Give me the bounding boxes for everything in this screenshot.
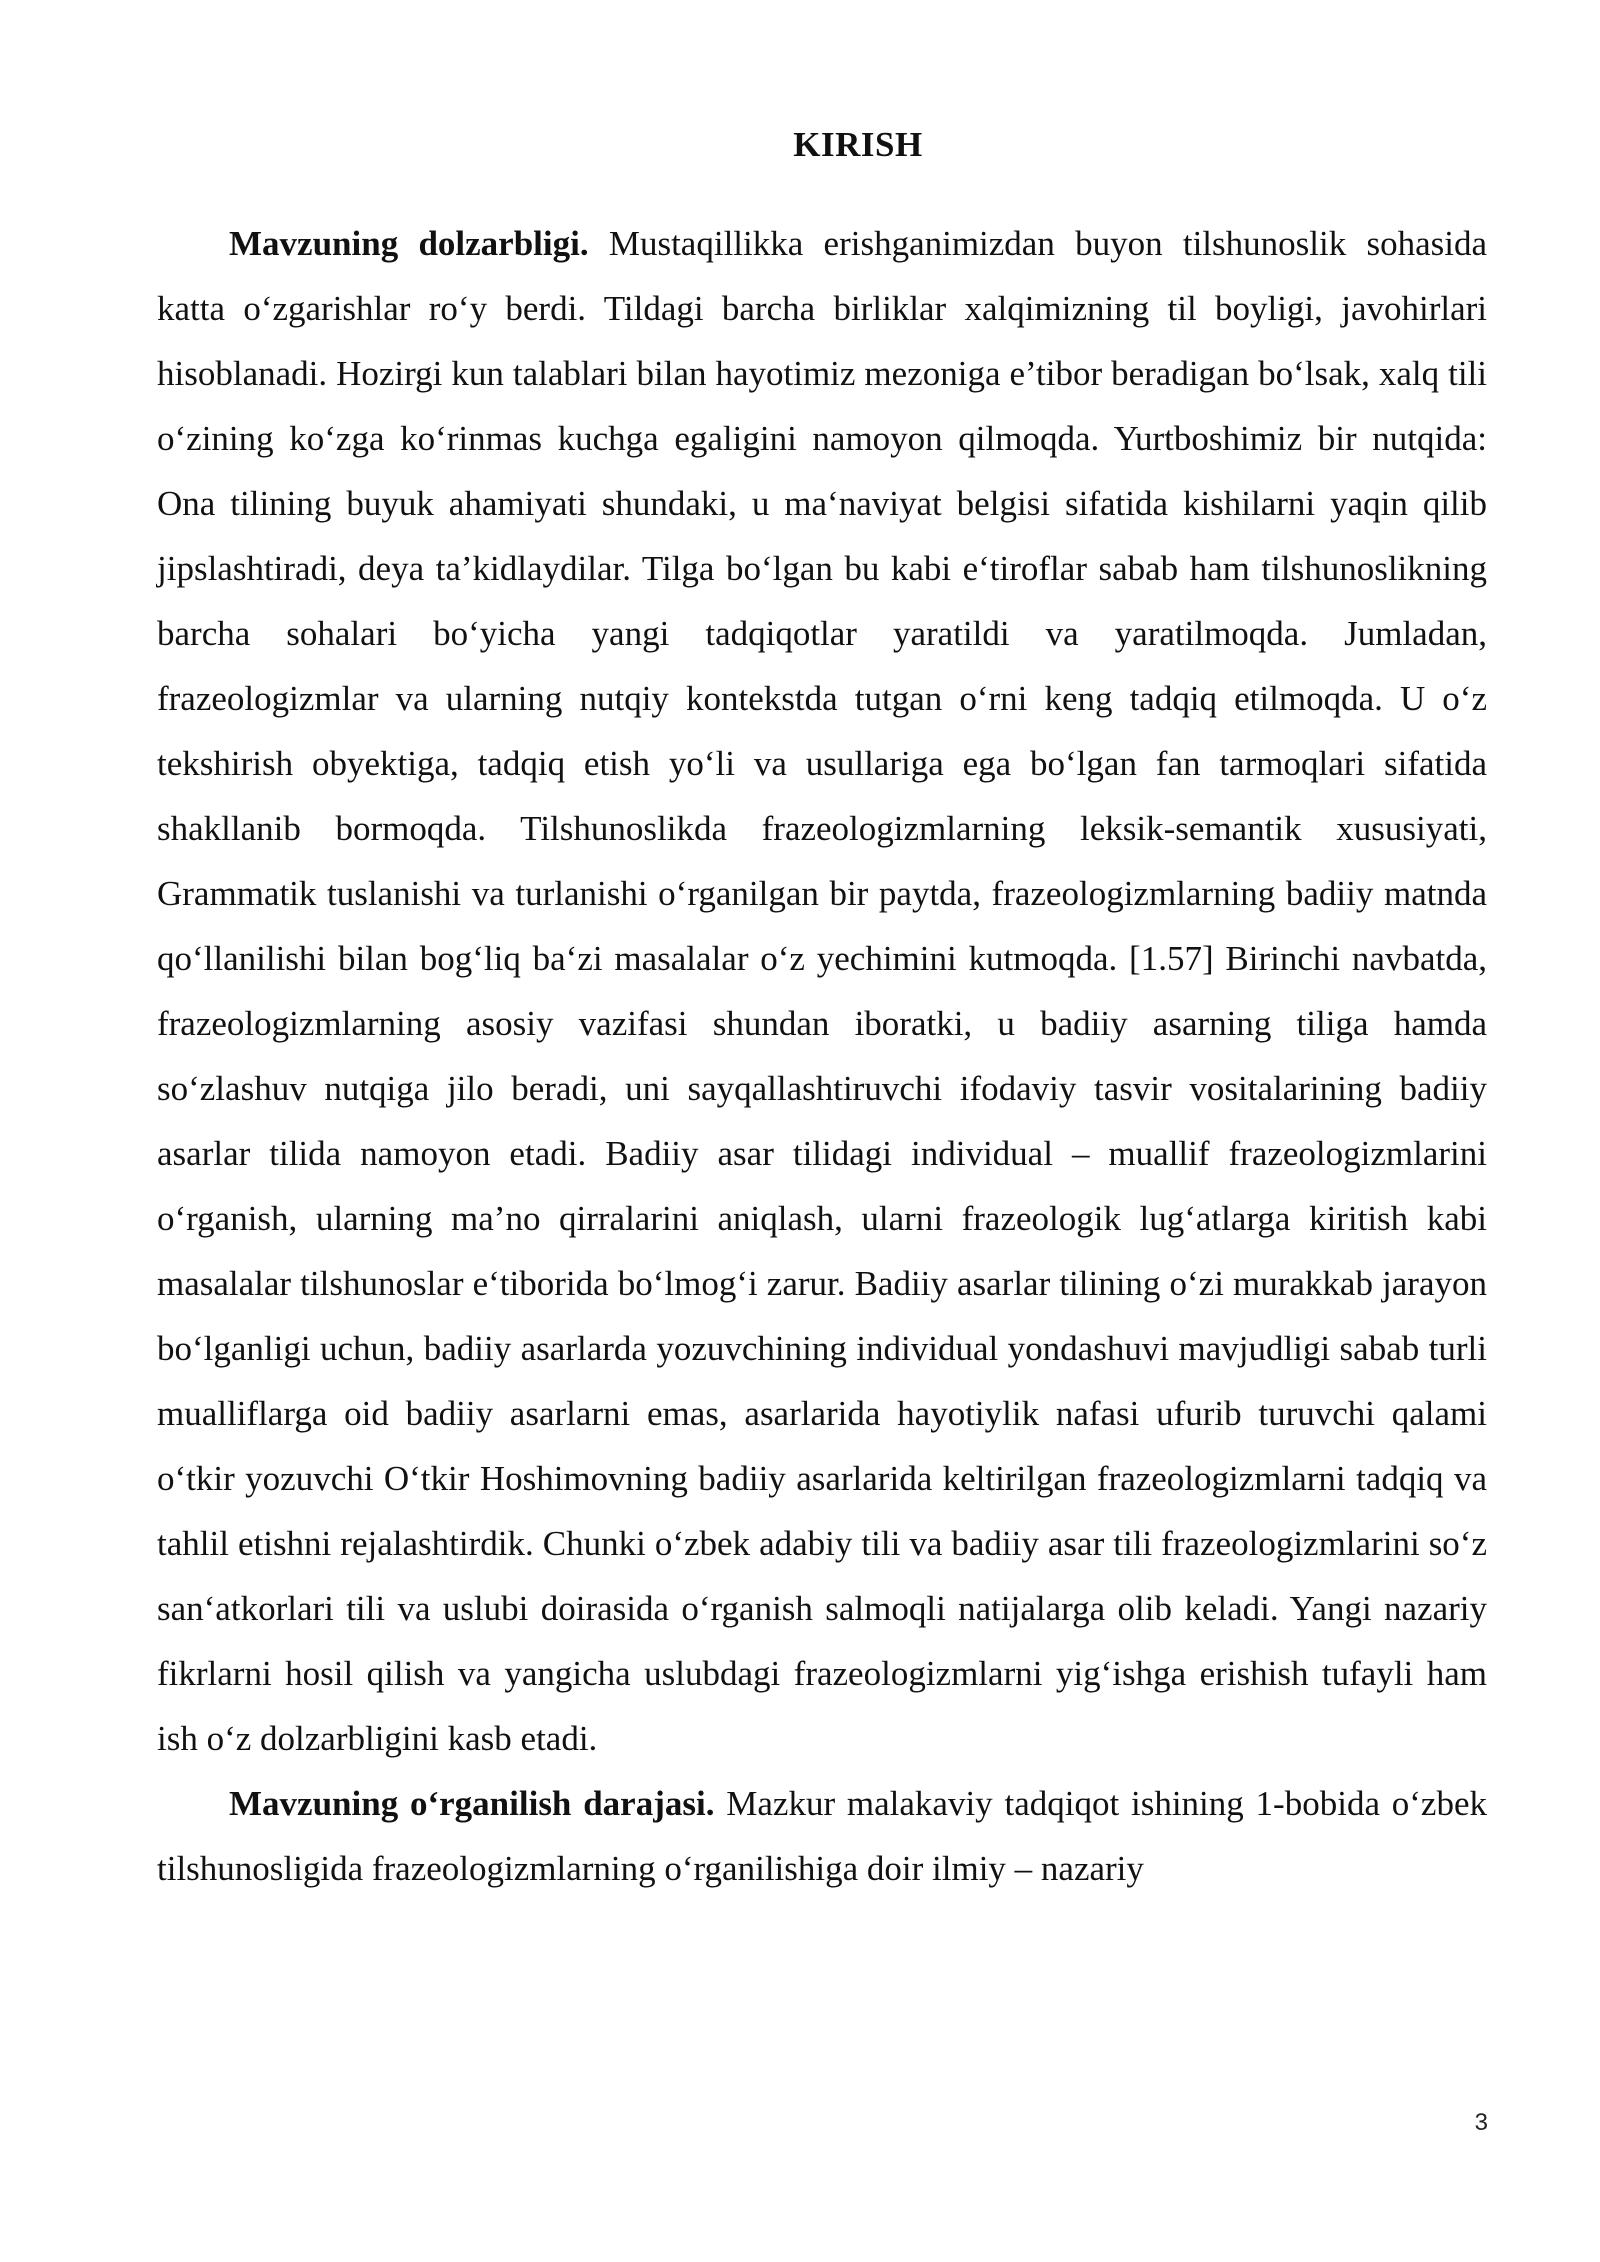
paragraph-lead-relevance: Mavzuning dolzarbligi.	[229, 224, 589, 263]
paragraph-text-study-level: Mazkur malakaviy tadqiqot ishining 1-bobida o‘zbek tilshunosligida frazeologizmlarning o‘rganilishiga doir ilmiy – nazariy	[157, 1784, 1487, 1888]
paragraph-relevance	[157, 211, 1487, 1771]
paragraph-study-level	[157, 1771, 1487, 1901]
paragraph-lead-study-level: Mavzuning o‘rganilish darajasi.	[229, 1784, 715, 1823]
paragraph-text-relevance: Mustaqillikka erishganimizdan buyon tilshunoslik sohasida katta o‘zgarishlar ro‘y berdi. Tildagi barcha birliklar xalqimizning til boyligi, javohirlari hisoblanadi. Hozirgi kun talablari bilan hayotimiz mezoniga e’tibor beradigan bo‘lsak, xalq tili o‘zining ko‘zga ko‘rinmas kuchga egaligini namoyon qilmoqda. Yurtboshimiz bir nutqida: Ona tilining buyuk ahamiyati shundaki, u ma‘naviyat belgisi sifatida kishilarni yaqin qilib jipslashtiradi, deya ta’kidlaydilar. Tilga bo‘lgan bu kabi e‘tiroflar sabab ham tilshunoslikning barcha sohalari bo‘yicha yangi tadqiqotlar yaratildi va yaratilmoqda. Jumladan, frazeologizmlar va ularning nutqiy kontekstda tutgan o‘rni keng tadqiq etilmoqda. U o‘z tekshirish obyektiga, tadqiq etish yo‘li va usullariga ega bo‘lgan fan tarmoqlari sifatida shakllanib bormoqda. Tilshunoslikda frazeologizmlarning leksik-semantik xususiyati, Grammatik tuslanishi va turlanishi o‘rganilgan bir paytda, frazeologizmlarning badiiy matnda qo‘llanilishi bilan bog‘liq ba‘zi masalalar o‘z yechimini kutmoqda. [1.57] Birinchi navbatda, frazeologizmlarning asosiy vazifasi shundan iboratki, u badiiy asarning tiliga hamda so‘zlashuv nutqiga jilo beradi, uni sayqallashtiruvchi ifodaviy tasvir vositalarining badiiy asarlar tilida namoyon etadi. Badiiy asar tilidagi individual – muallif frazeologizmlarini o‘rganish, ularning ma’no qirralarini aniqlash, ularni frazeologik lug‘atlarga kiritish kabi masalalar tilshunoslar e‘tiborida bo‘lmog‘i zarur. Badiiy asarlar tilining o‘zi murakkab jarayon bo‘lganligi uchun, badiiy asarlarda yozuvchining individual yondashuvi mavjudligi sabab turli mualliflarga oid badiiy asarlarni emas, asarlarida hayotiylik nafasi ufurib turuvchi qalami o‘tkir yozuvchi O‘tkir Hoshimovning badiiy asarlarida keltirilgan frazeologizmlarni tadqiq va tahlil etishni rejalashtirdik. Chunki o‘zbek adabiy tili va badiiy asar tili frazeologizmlarini so‘z san‘atkorlari tili va uslubi doirasida o‘rganish salmoqli natijalarga olib keladi. Yangi nazariy fikrlarni hosil qilish va yangicha uslubdagi frazeologizmlarni yig‘ishga erishish tufayli ham ish o‘z dolzarbligini kasb etadi.	[157, 224, 1487, 1758]
body-text	[157, 211, 1487, 1901]
section-heading: KIRISH	[793, 125, 923, 164]
page-number: 3	[1474, 2109, 1488, 2136]
